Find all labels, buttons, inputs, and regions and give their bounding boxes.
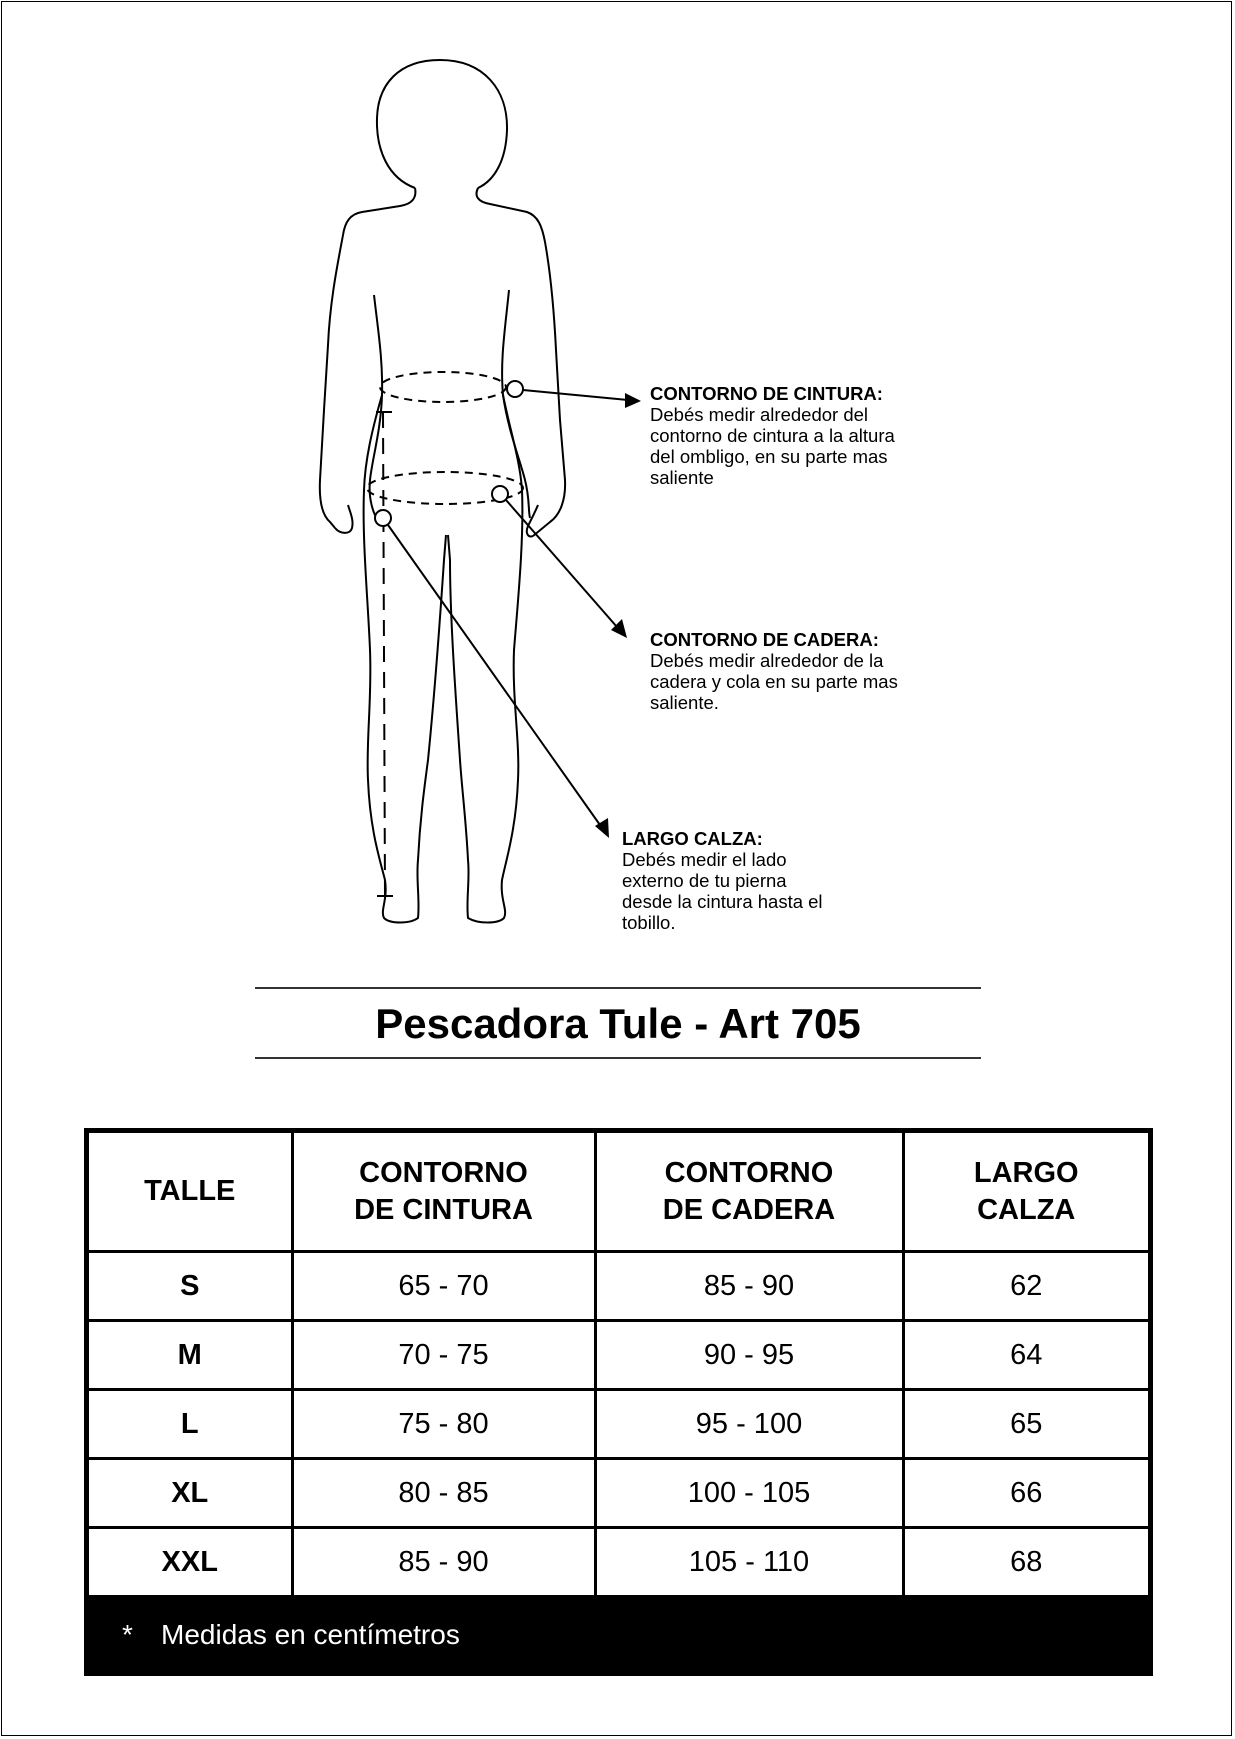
waist-marker bbox=[507, 381, 523, 397]
hip-annotation-heading: CONTORNO DE CADERA: bbox=[650, 629, 879, 650]
figure-left-shoulder bbox=[320, 188, 416, 528]
waist-annotation-line: contorno de cintura a la altura bbox=[650, 425, 895, 446]
hip-annotation-line: cadera y cola en su parte mas bbox=[650, 671, 898, 692]
table-row bbox=[89, 1390, 1148, 1459]
footnote-asterisk: * bbox=[122, 1619, 133, 1650]
cell-size: M bbox=[89, 1321, 292, 1390]
waist-measure-ellipse bbox=[380, 372, 506, 402]
cell-waist: 70 - 75 bbox=[292, 1321, 595, 1390]
cell-hip: 85 - 90 bbox=[595, 1252, 903, 1321]
cell-size: L bbox=[89, 1390, 292, 1459]
figure-left-hand bbox=[335, 505, 353, 533]
header-size: TALLE bbox=[89, 1133, 292, 1252]
hip-annotation-line: saliente. bbox=[650, 692, 719, 713]
hip-marker bbox=[492, 486, 508, 502]
table-row bbox=[89, 1321, 1148, 1390]
waist-annotation-line: Debés medir alrededor del bbox=[650, 404, 869, 425]
size-table-container bbox=[84, 1128, 1153, 1676]
cell-size: XXL bbox=[89, 1528, 292, 1597]
cell-length: 68 bbox=[903, 1528, 1148, 1597]
header-hip: CONTORNO DE CADERA bbox=[595, 1133, 903, 1252]
body-figure-illustration bbox=[300, 40, 620, 940]
figure-right-inner-arm bbox=[502, 290, 530, 518]
length-annotation-line: externo de tu pierna bbox=[622, 870, 787, 891]
hip-leader-line bbox=[506, 500, 617, 627]
size-table bbox=[89, 1133, 1148, 1598]
cell-length: 64 bbox=[903, 1321, 1148, 1390]
cell-length: 66 bbox=[903, 1459, 1148, 1528]
waist-annotation-heading: CONTORNO DE CINTURA: bbox=[650, 383, 883, 404]
cell-waist: 65 - 70 bbox=[292, 1252, 595, 1321]
header-length: LARGO CALZA bbox=[903, 1133, 1148, 1252]
length-annotation bbox=[622, 828, 862, 933]
length-annotation-line: tobillo. bbox=[622, 912, 676, 933]
cell-hip: 105 - 110 bbox=[595, 1528, 903, 1597]
hip-annotation bbox=[650, 629, 940, 713]
cell-size: XL bbox=[89, 1459, 292, 1528]
cell-hip: 95 - 100 bbox=[595, 1390, 903, 1459]
table-row bbox=[89, 1528, 1148, 1597]
page-title: Pescadora Tule - Art 705 bbox=[375, 1000, 861, 1047]
waist-annotation-line: del ombligo, en su parte mas bbox=[650, 446, 888, 467]
units-footnote bbox=[84, 1604, 1153, 1666]
table-row bbox=[89, 1459, 1148, 1528]
cell-waist: 75 - 80 bbox=[292, 1390, 595, 1459]
cell-waist: 85 - 90 bbox=[292, 1528, 595, 1597]
table-row bbox=[89, 1252, 1148, 1321]
waist-annotation-line: saliente bbox=[650, 467, 714, 488]
cell-size: S bbox=[89, 1252, 292, 1321]
length-annotation-line: desde la cintura hasta el bbox=[622, 891, 823, 912]
hip-annotation-line: Debés medir alrededor de la bbox=[650, 650, 884, 671]
cell-waist: 80 - 85 bbox=[292, 1459, 595, 1528]
cell-hip: 90 - 95 bbox=[595, 1321, 903, 1390]
length-annotation-heading: LARGO CALZA: bbox=[622, 828, 763, 849]
figure-left-leg-outer bbox=[364, 395, 446, 923]
title-bottom-rule bbox=[255, 1057, 981, 1059]
waist-leader-line bbox=[523, 390, 628, 400]
cell-length: 65 bbox=[903, 1390, 1148, 1459]
length-annotation-line: Debés medir el lado bbox=[622, 849, 787, 870]
waist-annotation bbox=[650, 383, 950, 488]
footnote-text: Medidas en centímetros bbox=[161, 1619, 460, 1650]
table-header-row bbox=[89, 1133, 1148, 1252]
figure-left-inner-arm bbox=[370, 295, 383, 520]
length-measure-line bbox=[383, 412, 385, 896]
figure-head bbox=[377, 60, 507, 188]
header-waist: CONTORNO DE CINTURA bbox=[292, 1133, 595, 1252]
cell-hip: 100 - 105 bbox=[595, 1459, 903, 1528]
cell-length: 62 bbox=[903, 1252, 1148, 1321]
title-top-rule bbox=[255, 987, 981, 989]
length-marker bbox=[375, 510, 391, 526]
